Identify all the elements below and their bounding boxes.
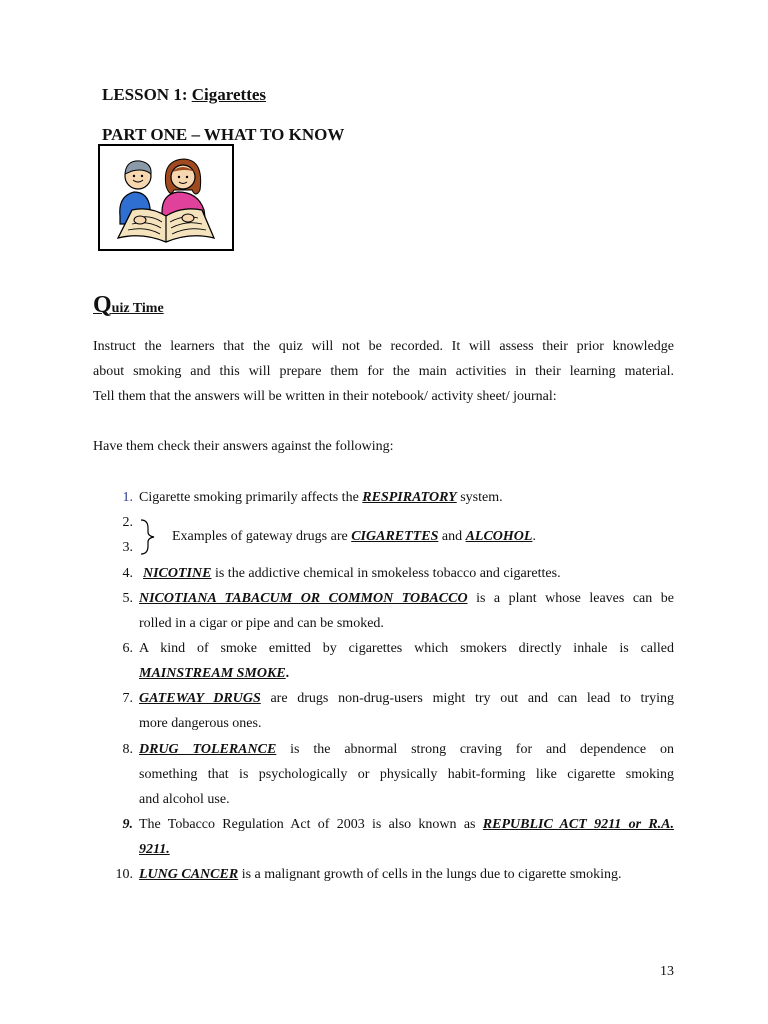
answer-alcohol: ALCOHOL [465, 529, 533, 544]
illustration-frame [98, 144, 234, 251]
list-item: 1. Cigarette smoking primarily affects the RESPIRATORY system. [93, 485, 674, 510]
list-item: 5. NICOTIANA TABACUM OR COMMON TOBACCO is a plant whose leaves can be rolled in a cigar or pipe and can be smoked. [93, 586, 674, 636]
answer-republic-act-cont: 9211. [139, 842, 170, 858]
intro-line-2: about smoking and this will prepare them for the main activities in their learning material. [93, 364, 674, 379]
answer-nicotiana: NICOTIANA TABACUM OR COMMON TOBACCO [139, 591, 468, 606]
quiz-rest: uiz Time [111, 301, 164, 316]
item-number: 6. [122, 641, 133, 656]
answer-gateway-drugs: GATEWAY DRUGS [139, 691, 261, 706]
intro-line-3: Tell them that the answers will be written in their notebook/ activity sheet/ journal: [93, 389, 557, 404]
item-number: 7. [122, 691, 133, 706]
brace-icon [138, 518, 156, 556]
quiz-time-heading [93, 292, 164, 319]
answer-respiratory: RESPIRATORY [362, 490, 457, 505]
children-reading-book-icon [100, 146, 232, 249]
item-number: 8. [122, 742, 133, 757]
page-number: 13 [660, 964, 674, 979]
gateway-drugs-examples: Examples of gateway drugs are CIGARETTES and ALCOHOL. [172, 529, 536, 544]
list-item: 7. GATEWAY DRUGS are drugs non-drug-users might try out and can lead to trying more dangerous ones. [93, 686, 674, 736]
item-number: 4. [122, 566, 133, 581]
part-title: PART ONE – WHAT TO KNOW [102, 125, 345, 144]
list-item: 4. NICOTINE is the addictive chemical in smokeless tobacco and cigarettes. [93, 561, 674, 586]
answer-cigarettes: CIGARETTES [351, 529, 439, 544]
answer-lung-cancer: LUNG CANCER [139, 867, 239, 882]
answer-mainstream-smoke: MAINSTREAM SMOKE [139, 666, 286, 682]
intro-paragraph [93, 334, 674, 409]
answer-republic-act: REPUBLIC ACT 9211 or R.A. [482, 817, 674, 832]
check-instruction: Have them check their answers against the following: [93, 439, 394, 454]
item-number: 1. [122, 490, 133, 505]
intro-line-1: Instruct the learners that the quiz will not be recorded. It will assess their prior knowledge [93, 339, 674, 354]
item-number: 3. [122, 540, 133, 555]
lesson-topic: Cigarettes [191, 85, 267, 104]
lesson-title [102, 85, 266, 105]
list-item: 6. A kind of smoke emitted by cigarettes which smokers directly inhale is called MAINSTREAM SMOKE. [93, 636, 674, 686]
item-number: 10. [115, 867, 133, 882]
list-item: 8. DRUG TOLERANCE is the abnormal strong craving for and dependence on something that is psychologically or physically habit-forming like cigarette smoking and alcohol use. [93, 737, 674, 813]
item-number: 2. [122, 515, 133, 530]
answer-nicotine: NICOTINE [143, 566, 212, 581]
quiz-initial: Q [93, 292, 112, 318]
answer-drug-tolerance: DRUG TOLERANCE [139, 742, 277, 757]
list-item: 10. LUNG CANCER is a malignant growth of cells in the lungs due to cigarette smoking. [93, 862, 674, 887]
item-number: 5. [122, 591, 133, 606]
list-item: 9. The Tobacco Regulation Act of 2003 is also known as REPUBLIC ACT 9211 or R.A. 9211. [93, 812, 674, 862]
item-number: 9. [122, 817, 133, 832]
lesson-prefix: LESSON 1: [102, 85, 192, 104]
